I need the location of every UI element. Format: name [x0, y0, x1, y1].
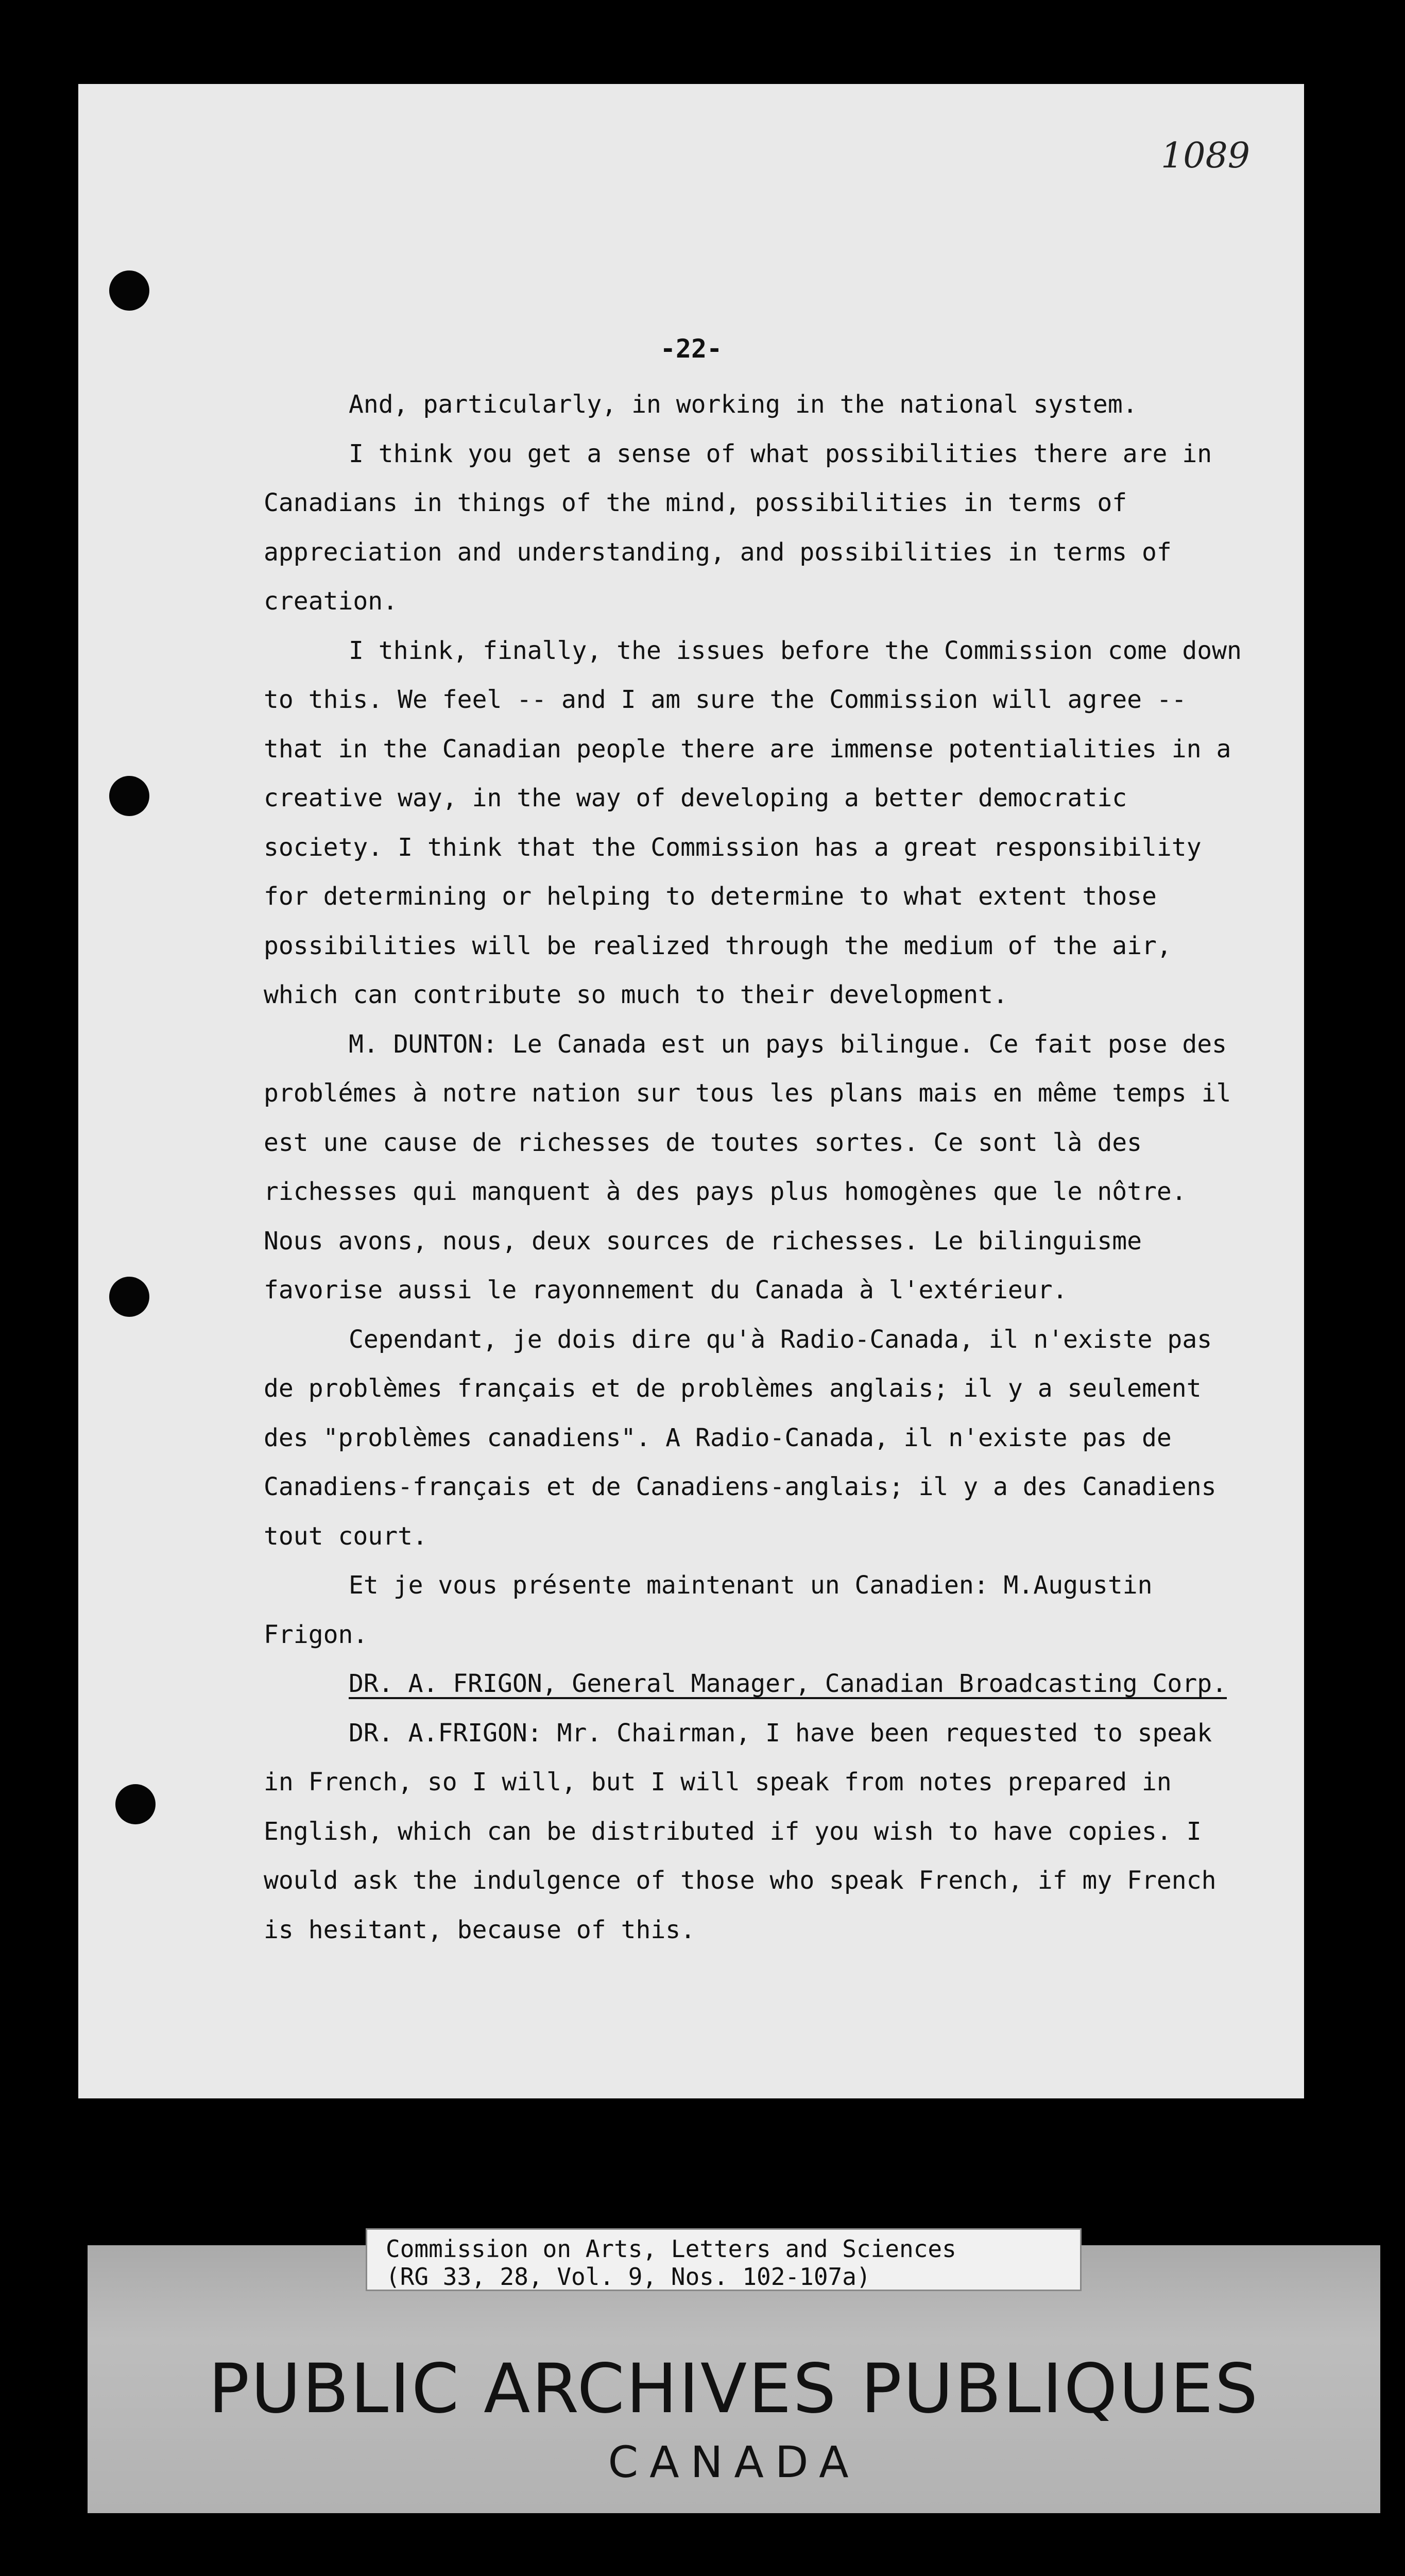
punch-hole — [109, 1277, 149, 1317]
paragraph: M. DUNTON: Le Canada est un pays bilingue. Ce fait pose des problémes à notre nation sur tous les plans mais en même temps il est une cause de richesses de toutes sortes. Ce sont là des richesses qui manquent à des pays plus homogènes que le nôtre. Nous avons, nous, deux sources de richesses. Le bilinguisme favorise aussi le rayonnement du Canada à l'extérieur. — [264, 1029, 1231, 1304]
archive-title: PUBLIC ARCHIVES PUBLIQUES — [208, 2349, 1260, 2429]
paragraph: And, particularly, in working in the national system. — [349, 390, 1138, 419]
punch-hole — [115, 1784, 156, 1824]
archive-label — [366, 2228, 1082, 2291]
document-page — [78, 84, 1304, 2098]
punch-hole — [109, 270, 149, 311]
paragraph: Et je vous présente maintenant un Canadien: M.Augustin Frigon. — [264, 1571, 1153, 1649]
archive-subtitle: CANADA — [608, 2437, 860, 2487]
paragraph: I think you get a sense of what possibilities there are in Canadians in things of the mind, possibilities in terms of appreciation and understanding, and possibilities in terms of creation. — [264, 439, 1212, 616]
paragraph: DR. A.FRIGON: Mr. Chairman, I have been requested to speak in French, so I will, but I will speak from notes prepared in English, which can be distributed if you wish to have copies. I would ask the indulgence of those who speak French, if my French is hesitant, because of this. — [264, 1718, 1216, 1944]
handwritten-page-number: 1089 — [1160, 135, 1250, 176]
archive-label-line: (RG 33, 28, Vol. 9, Nos. 102-107a) — [386, 2263, 871, 2291]
body-text — [264, 380, 1253, 1955]
paragraph: I think, finally, the issues before the Commission come down to this. We feel -- and I am sure the Commission will agree -- that in the Canadian people there are immense potentialities in a creative way, in the way of developing a better democratic society. I think that the Commission has a great responsibility for determining or helping to determine to what extent those possibilities will be realized through the medium of the air, which can contribute so much to their development. — [264, 636, 1242, 1009]
archive-label-line: Commission on Arts, Letters and Sciences — [386, 2235, 956, 2263]
punch-hole — [109, 776, 149, 816]
page-number: -22- — [660, 334, 723, 364]
paragraph: Cependant, je dois dire qu'à Radio-Canada, il n'existe pas de problèmes français et de problèmes anglais; il y a seulement des "problèmes canadiens". A Radio-Canada, il n'existe pas de Canadiens-français et de Canadiens-anglais; il y a des Canadiens tout court. — [264, 1325, 1216, 1551]
speaker-heading: DR. A. FRIGON, General Manager, Canadian Broadcasting Corp. — [349, 1669, 1227, 1698]
